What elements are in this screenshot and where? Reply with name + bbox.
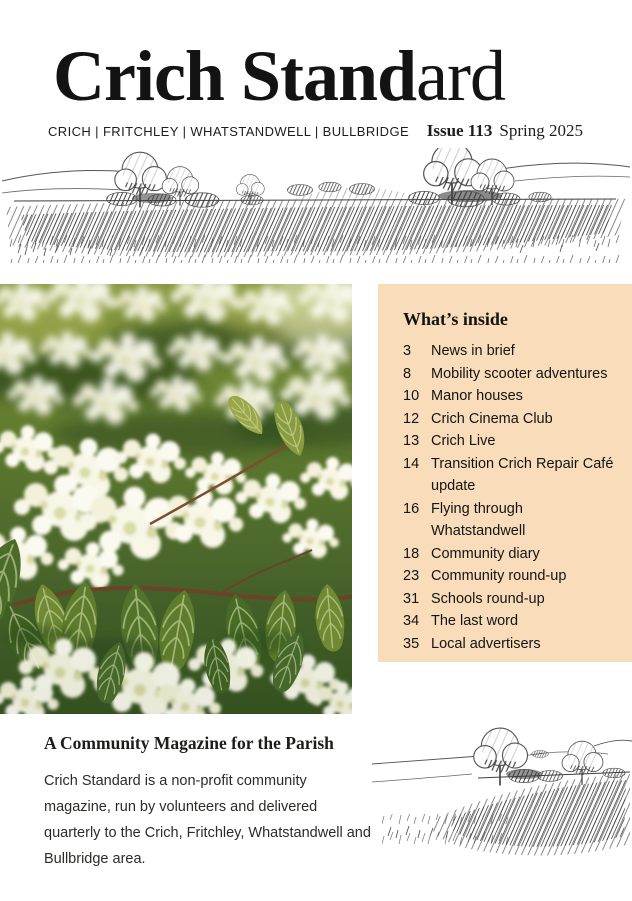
cover-photo-white-blossom — [0, 284, 352, 714]
toc-page-number: 13 — [403, 433, 420, 449]
masthead-tagline-row — [48, 121, 583, 141]
season-label: Spring 2025 — [499, 121, 583, 140]
toc-page-number: 14 — [403, 455, 420, 472]
toc-item — [403, 610, 616, 633]
contents-list — [403, 340, 616, 655]
toc-title: Transition Crich Repair Café update — [431, 455, 614, 494]
toc-title: Community round-up — [431, 568, 567, 584]
toc-title: Community diary — [431, 545, 540, 562]
title-bold-part: Crich Stand — [53, 36, 417, 116]
toc-page-number: 31 — [403, 590, 420, 607]
toc-title: Flying through Whatstandwell — [431, 500, 526, 539]
toc-item — [403, 543, 616, 566]
contents-heading: What’s inside — [403, 309, 508, 329]
toc-title: Crich Live — [431, 433, 496, 449]
toc-page-number: 12 — [403, 410, 420, 427]
toc-page-number: 23 — [403, 568, 420, 584]
toc-item — [403, 498, 616, 543]
toc-page-number: 10 — [403, 388, 420, 404]
toc-item — [403, 588, 616, 611]
toc-item — [403, 453, 616, 498]
toc-title: Local advertisers — [431, 635, 541, 652]
countryside-sketch-bottom — [372, 726, 632, 878]
toc-title: Manor houses — [431, 388, 523, 404]
toc-item — [403, 408, 616, 431]
toc-title: Schools round-up — [431, 590, 545, 607]
toc-item — [403, 363, 616, 386]
countryside-sketch-top — [0, 148, 632, 268]
issue-number: Issue 113 — [426, 121, 493, 140]
toc-item — [403, 340, 616, 363]
magazine-title — [53, 36, 505, 116]
about-blurb — [44, 733, 379, 872]
toc-page-number: 3 — [403, 343, 412, 359]
toc-page-number: 8 — [403, 365, 412, 382]
toc-item — [403, 385, 616, 408]
about-body-text: Crich Standard is a non-profit community magazine, run by volunteers and delivered quarterly to the Crich, Fritchley, Whatstandwell and Bullbridge area. — [44, 773, 371, 867]
toc-title: News in brief — [431, 343, 515, 359]
toc-title: Crich Cinema Club — [431, 410, 553, 427]
toc-item — [403, 633, 616, 656]
toc-title: Mobility scooter adventures — [431, 365, 608, 382]
about-heading: A Community Magazine for the Parish — [44, 733, 334, 753]
contents-box — [378, 284, 632, 662]
toc-item — [403, 565, 616, 588]
toc-page-number: 18 — [403, 545, 420, 562]
villages-list: CRICH | FRITCHLEY | WHATSTANDWELL | BULLBRIDGE — [48, 124, 410, 139]
title-light-part: ard — [416, 36, 505, 116]
toc-title: The last word — [431, 613, 519, 629]
toc-page-number: 35 — [403, 635, 420, 652]
issue-and-season — [427, 121, 583, 141]
toc-page-number: 34 — [403, 613, 420, 629]
toc-item — [403, 430, 616, 453]
toc-page-number: 16 — [403, 500, 420, 517]
